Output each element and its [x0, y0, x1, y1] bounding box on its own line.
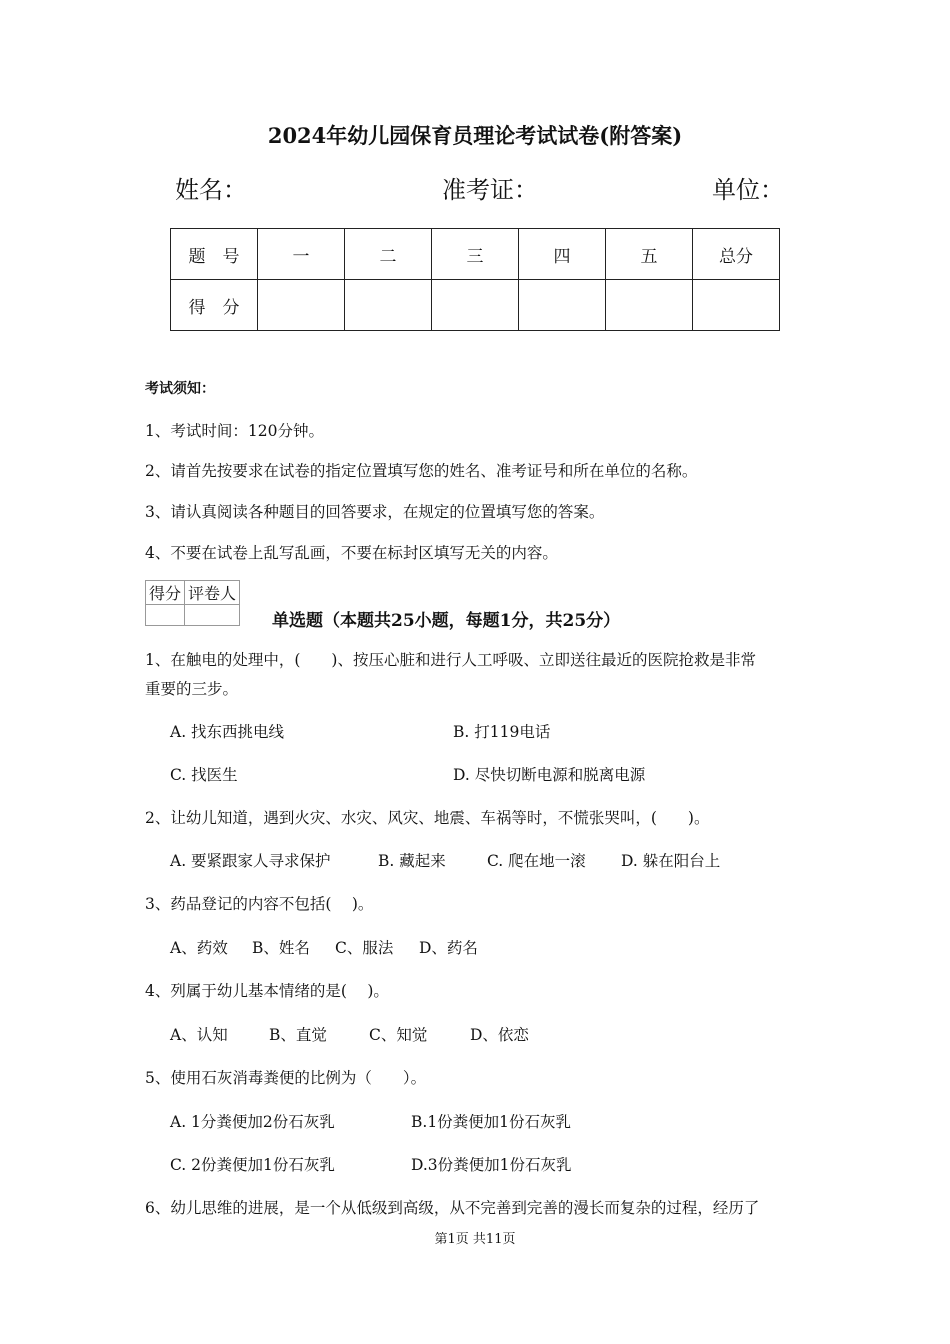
grader-name-label: 评卷人 — [185, 581, 240, 605]
score-cell[interactable] — [258, 280, 345, 331]
score-header-cell: 一 — [258, 229, 345, 280]
score-cell[interactable] — [432, 280, 519, 331]
option[interactable]: C. 2份粪便加1份石灰乳 — [170, 1156, 335, 1174]
name-field-label: 姓名： — [175, 176, 247, 204]
option[interactable]: C. 找医生 — [170, 766, 238, 784]
option[interactable]: A. 找东西挑电线 — [170, 723, 285, 741]
instruction-item: 3、请认真阅读各种题目的回答要求，在规定的位置填写您的答案。 — [145, 503, 605, 521]
option[interactable]: A、认知 — [170, 1026, 228, 1044]
question-text: 1、在触电的处理中，( )、按压心脏和进行人工呼吸、立即送往最近的医院抢救是非常 — [145, 651, 756, 669]
score-row-label: 得 分 — [171, 280, 258, 331]
option[interactable]: D. 躲在阳台上 — [621, 852, 721, 870]
score-table-score-row — [171, 280, 780, 331]
option[interactable]: A、药效 — [170, 939, 228, 957]
option[interactable]: B、直觉 — [269, 1026, 327, 1044]
score-table — [170, 228, 780, 331]
score-cell[interactable] — [345, 280, 432, 331]
option[interactable]: D.3份粪便加1份石灰乳 — [411, 1156, 572, 1174]
option[interactable]: B.1份粪便加1份石灰乳 — [411, 1113, 572, 1131]
score-cell[interactable] — [519, 280, 606, 331]
page-footer: 第1页 共11页 — [434, 1232, 516, 1247]
instruction-item: 1、考试时间：120分钟。 — [145, 422, 324, 440]
instruction-item: 2、请首先按要求在试卷的指定位置填写您的姓名、准考证号和所在单位的名称。 — [145, 462, 698, 480]
option[interactable]: D. 尽快切断电源和脱离电源 — [453, 766, 646, 784]
score-header-cell: 二 — [345, 229, 432, 280]
score-header-cell: 总分 — [693, 229, 780, 280]
grader-name-cell[interactable] — [185, 605, 240, 626]
instruction-item: 4、不要在试卷上乱写乱画，不要在标封区填写无关的内容。 — [145, 544, 558, 562]
unit-field-label: 单位： — [712, 176, 784, 204]
option[interactable]: A. 1分粪便加2份石灰乳 — [170, 1113, 335, 1131]
question-text: 4、列属于幼儿基本情绪的是( )。 — [145, 982, 389, 1000]
option[interactable]: B. 打119电话 — [453, 723, 551, 741]
grader-score-cell[interactable] — [146, 605, 185, 626]
question-text: 5、使用石灰消毒粪便的比例为（ ）。 — [145, 1069, 427, 1087]
option[interactable]: B. 藏起来 — [378, 852, 446, 870]
instructions-heading: 考试须知： — [145, 381, 215, 397]
option[interactable]: D、依恋 — [470, 1026, 529, 1044]
grader-box — [145, 580, 240, 626]
score-header-cell: 四 — [519, 229, 606, 280]
exam-id-field-label: 准考证： — [442, 176, 538, 204]
grader-score-label: 得分 — [146, 581, 185, 605]
score-header-cell: 题 号 — [171, 229, 258, 280]
score-cell[interactable] — [693, 280, 780, 331]
option[interactable]: C、服法 — [335, 939, 394, 957]
option[interactable]: B、姓名 — [252, 939, 310, 957]
question-text: 重要的三步。 — [145, 680, 239, 698]
option[interactable]: C. 爬在地一滚 — [487, 852, 586, 870]
question-text: 3、药品登记的内容不包括( )。 — [145, 895, 374, 913]
section-title: 单选题（本题共25小题，每题1分，共25分） — [272, 611, 621, 631]
score-cell[interactable] — [606, 280, 693, 331]
option[interactable]: C、知觉 — [369, 1026, 428, 1044]
page-title: 2024年幼儿园保育员理论考试试卷(附答案) — [267, 123, 683, 148]
score-header-cell: 五 — [606, 229, 693, 280]
question-text: 6、幼儿思维的进展，是一个从低级到高级，从不完善到完善的漫长而复杂的过程，经历了 — [145, 1199, 760, 1217]
option[interactable]: D、药名 — [419, 939, 478, 957]
score-table-header-row — [171, 229, 780, 280]
question-text: 2、让幼儿知道，遇到火灾、水灾、风灾、地震、车祸等时，不慌张哭叫，( )。 — [145, 809, 710, 827]
option[interactable]: A. 要紧跟家人寻求保护 — [170, 852, 331, 870]
score-header-cell: 三 — [432, 229, 519, 280]
